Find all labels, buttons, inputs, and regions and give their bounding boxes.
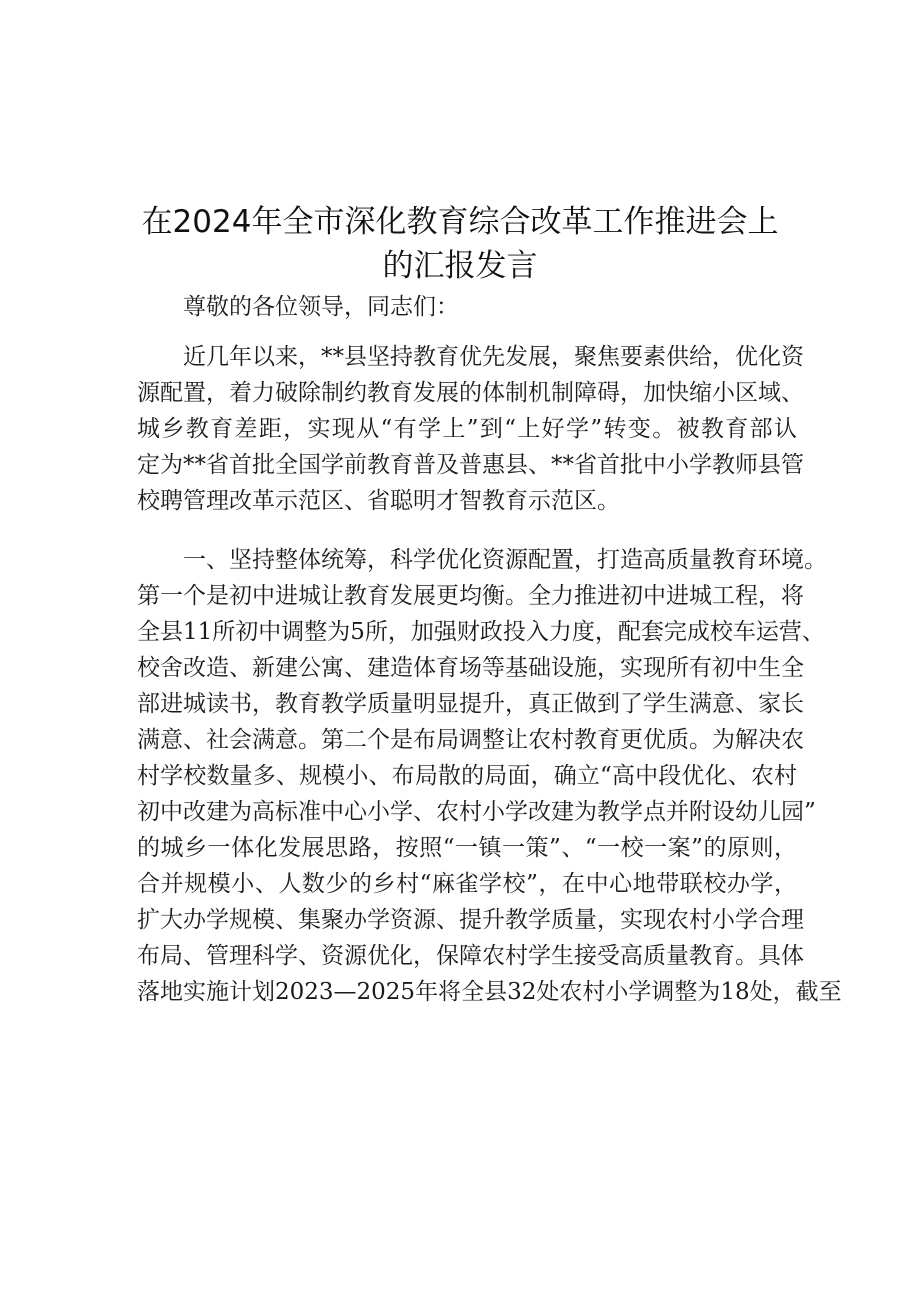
salutation: 尊敬的各位领导，同志们： bbox=[183, 294, 459, 320]
paragraph-2-line: 布局、管理科学、资源优化，保障农村学生接受高质量教育。具体 bbox=[137, 943, 804, 969]
paragraph-2-line: 部进城读书，教育教学质量明显提升，真正做到了学生满意、家长 bbox=[137, 691, 804, 717]
document-title-line-1: 在2024年全市深化教育综合改革工作推进会上 bbox=[141, 204, 779, 240]
document-title-line-2: 的汇报发言 bbox=[382, 248, 538, 284]
paragraph-1-line: 城乡教育差距，实现从“有学上”到“上好学”转变。被教育部认 bbox=[137, 416, 797, 442]
paragraph-2-line: 全县11所初中调整为5所，加强财政投入力度，配套完成校车运营、 bbox=[137, 619, 825, 645]
paragraph-1-line: 源配置，着力破除制约教育发展的体制机制障碍，加快缩小区域、 bbox=[137, 380, 804, 406]
paragraph-2-line: 初中改建为高标准中心小学、农村小学改建为教学点并附设幼儿园” bbox=[137, 799, 816, 825]
paragraph-2-line: 第一个是初中进城让教育发展更均衡。全力推进初中进城工程，将 bbox=[137, 583, 804, 609]
paragraph-1-line: 定为**省首批全国学前教育普及普惠县、**省首批中小学教师县管 bbox=[137, 452, 804, 478]
paragraph-2-line: 落地实施计划2023—2025年将全县32处农村小学调整为18处，截至 bbox=[137, 979, 842, 1005]
paragraph-2-line: 一、坚持整体统筹，科学优化资源配置，打造高质量教育环境。 bbox=[183, 547, 827, 573]
paragraph-2-line: 村学校数量多、规模小、布局散的局面，确立“高中段优化、农村 bbox=[137, 763, 797, 789]
paragraph-2-line: 合并规模小、人数少的乡村“麻雀学校”，在中心地带联校办学， bbox=[137, 871, 797, 897]
paragraph-2-line: 满意、社会满意。第二个是布局调整让农村教育更优质。为解决农 bbox=[137, 727, 804, 753]
paragraph-1-line: 近几年以来，**县坚持教育优先发展，聚焦要素供给，优化资 bbox=[183, 344, 804, 370]
paragraph-2-line: 校舍改造、新建公寓、建造体育场等基础设施，实现所有初中生全 bbox=[137, 655, 804, 681]
paragraph-1-line: 校聘管理改革示范区、省聪明才智教育示范区。 bbox=[137, 488, 620, 514]
paragraph-2-line: 的城乡一体化发展思路，按照“一镇一策”、“一校一案”的原则， bbox=[137, 835, 797, 861]
paragraph-2-line: 扩大办学规模、集聚办学资源、提升教学质量，实现农村小学合理 bbox=[137, 907, 804, 933]
